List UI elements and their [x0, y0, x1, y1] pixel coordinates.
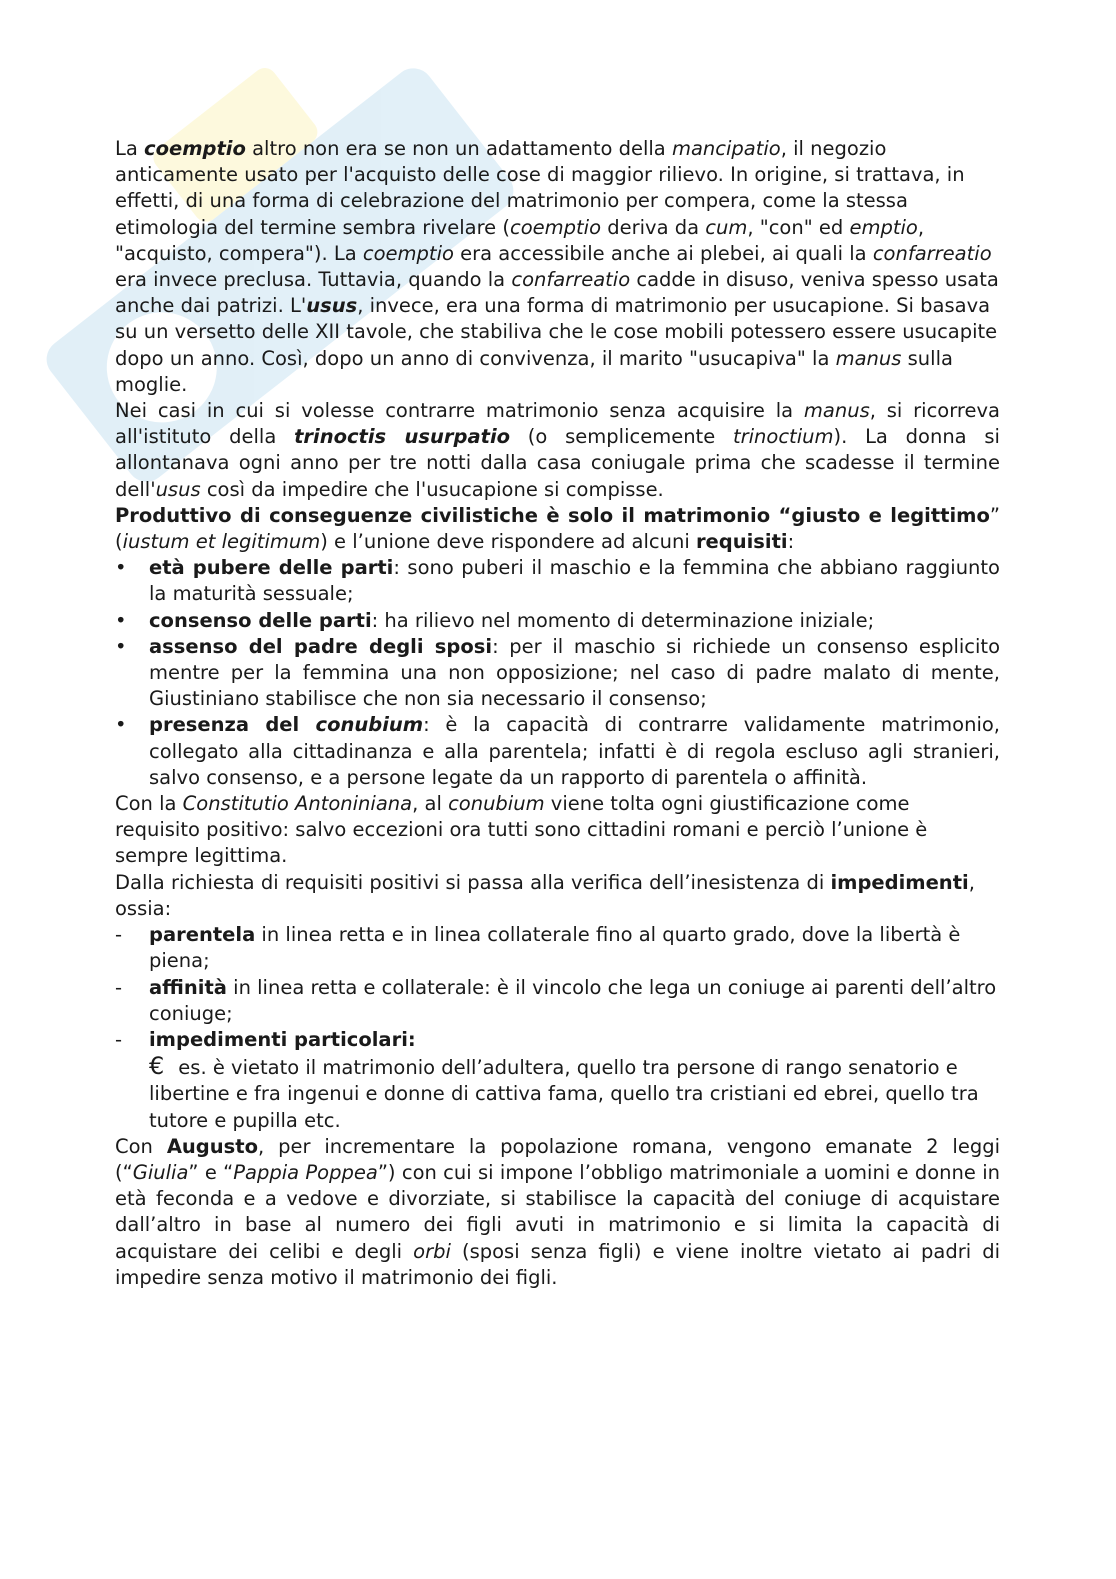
requisiti-list — [115, 555, 1000, 791]
dash-icon: - — [115, 1027, 123, 1051]
paragraph-augusto: Con Augusto, per incrementare la popolazione romana, vengono emanate 2 leggi (“Giulia” e “Pappia Poppea”) con cui si impone l’obbligo matrimoniale a uomini e donne in età feconda e a vedove e divorziate, si stabilisce la capacità del coniuge di acquistare dall’altro in base al numero dei figli avuti in matrimonio e si limita la capacità di acquistare dei celibi e degli orbi (sposi senza figli) e viene inoltre vietato ai padri di impedire senza motivo il matrimonio dei figli. — [115, 1134, 1001, 1289]
impedimenti-list — [115, 922, 1000, 1053]
impedimenti-particolari-detail: € es. è vietato il matrimonio dell’adultera, quello tra persone di rango senatorio e libertine e fra ingenui e donne di cattiva fama, quello tra cristiani ed ebrei, quello tra tutore e pupilla etc. — [149, 1052, 979, 1132]
list-item: • presenza del conubium: è la capacità di contrarre validamente matrimonio, collegato alla cittadinanza e alla parentela; infatti è di regola escluso agli stranieri, salvo consenso, e a persone legate da un rapporto di parentela o affinità. — [115, 713, 1000, 789]
paragraph-coemptio: La coemptio altro non era se non un adattamento della mancipatio, il negozio anticamente usato per l'acquisto delle cose di maggior rilievo. In origine, si trattava, in effetti, di una forma di celebrazione del matrimonio per compera, come la stessa etimologia del termine sembra rivelare (coemptio deriva da cum, "con" ed emptio, "acquisto, compera"). La coemptio era accessibile anche ai plebei, ai quali la confarreatio era invece preclusa. Tuttavia, quando la confarreatio cadde in disuso, veniva spesso usata anche dai patrizi. L'usus, invece, era una forma di matrimonio per usucapione. Si basava su un versetto delle XII tavole, che stabiliva che le cose mobili potessero essere usucapite dopo un anno. Così, dopo un anno di convivenza, il marito "usucapiva" la manus sulla moglie. — [115, 137, 999, 396]
paragraph-impedimenti-intro: Dalla richiesta di requisiti positivi si passa alla verifica dell’inesistenza di impedimenti, ossia: — [115, 870, 975, 920]
dash-icon: - — [115, 923, 123, 947]
bullet-icon: • — [115, 556, 127, 580]
list-item: - impedimenti particolari: — [115, 1027, 1000, 1053]
document-page — [115, 136, 1000, 1291]
dash-icon: - — [115, 975, 123, 999]
list-item: • consenso delle parti: ha rilievo nel momento di determinazione iniziale; — [115, 608, 1000, 634]
bullet-icon: • — [115, 713, 127, 737]
list-item: • assenso del padre degli sposi: per il maschio si richiede un consenso esplicito mentre per la femmina una non opposizione; nel caso di padre malato di mente, Giustiniano stabilisce che non sia necessario il consenso; — [115, 634, 1001, 711]
euro-bullet-icon: € — [149, 1052, 165, 1081]
list-item: • età pubere delle parti: sono puberi il maschio e la femmina che abbiano raggiunto la maturità sessuale; — [115, 556, 1000, 606]
paragraph-requisiti-intro: Produttivo di conseguenze civilistiche è solo il matrimonio “giusto e legittimo” (iustum et legitimum) e l’unione deve rispondere ad alcuni requisiti: — [115, 503, 1000, 554]
list-item: - affinità in linea retta e collaterale: è il vincolo che lega un coniuge ai parenti dell’altro coniuge; — [115, 975, 997, 1025]
bullet-icon: • — [115, 634, 127, 658]
bullet-icon: • — [115, 608, 127, 632]
paragraph-trinoctium: Nei casi in cui si volesse contrarre matrimonio senza acquisire la manus, si ricorreva all'istituto della trinoctis usurpatio (o semplicemente trinoctium). La donna si allontanava ogni anno per tre notti dalla casa coniugale prima che scadesse il termine dell'usus così da impedire che l'usucapione si compisse. — [115, 399, 1000, 501]
list-item: - parentela in linea retta e in linea collaterale fino al quarto grado, dove la libertà è piena; — [115, 923, 961, 973]
paragraph-constitutio: Con la Constitutio Antoniniana, al conubium viene tolta ogni giustificazione come requisito positivo: salvo eccezioni ora tutti sono cittadini romani e perciò l’unione è sempre legittima. — [115, 792, 928, 868]
